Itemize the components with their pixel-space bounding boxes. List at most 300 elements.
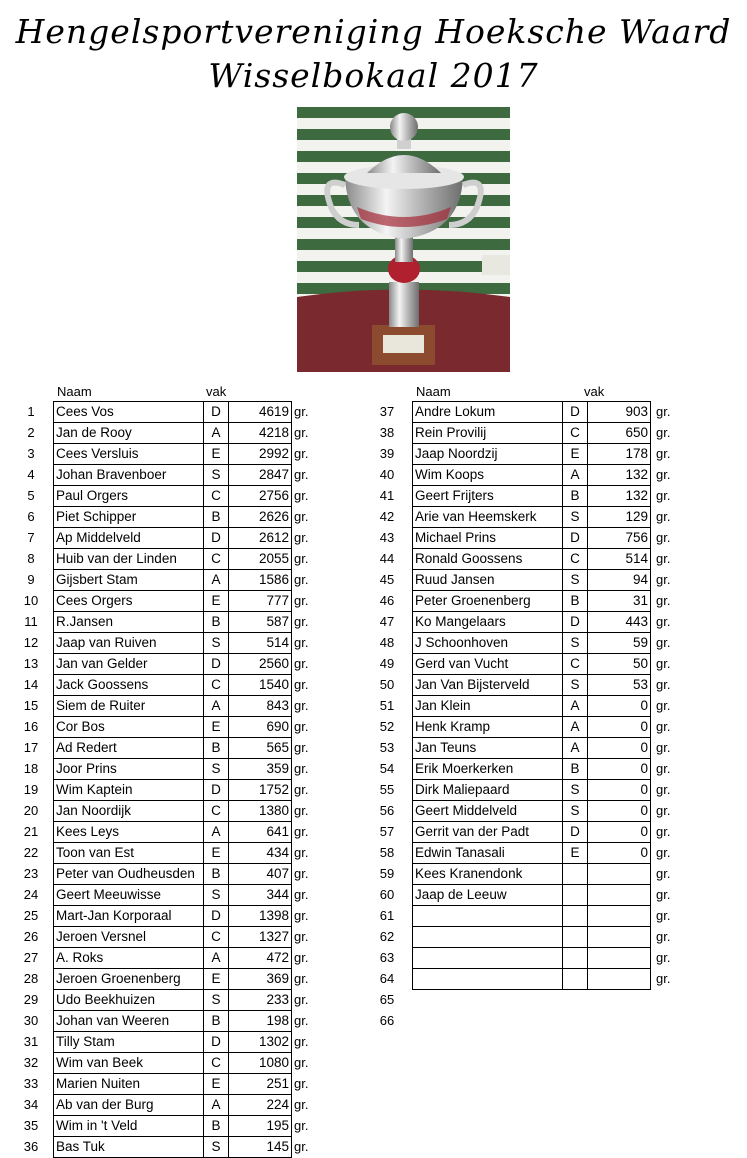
weight-cell: 641 — [229, 822, 292, 843]
unit-label: gr. — [294, 1118, 309, 1133]
vak-cell: A — [204, 570, 229, 591]
participant-name: Wim Koops — [413, 465, 563, 486]
weight-cell: 434 — [229, 843, 292, 864]
row-number: 13 — [23, 656, 39, 671]
vak-cell: B — [204, 1011, 229, 1032]
unit-label: gr. — [656, 572, 671, 587]
unit-label: gr. — [656, 656, 671, 671]
unit-label: gr. — [656, 509, 671, 524]
unit-label: gr. — [294, 551, 309, 566]
row-number: 26 — [23, 929, 39, 944]
unit-label: gr. — [656, 761, 671, 776]
weight-cell: 756 — [588, 528, 651, 549]
row-number: 17 — [23, 740, 39, 755]
participant-name: Joor Prins — [54, 759, 204, 780]
row-number: 33 — [23, 1076, 39, 1091]
unit-label: gr. — [294, 530, 309, 545]
table-row — [413, 906, 651, 927]
results-table — [412, 401, 651, 990]
table-row — [413, 696, 651, 717]
table-row — [54, 1011, 292, 1032]
trophy-photo — [297, 107, 510, 372]
row-number: 57 — [379, 824, 395, 839]
vak-cell: A — [204, 696, 229, 717]
participant-name: Huib van der Linden — [54, 549, 204, 570]
row-number: 34 — [23, 1097, 39, 1112]
participant-name: Cees Vos — [54, 402, 204, 423]
row-number: 11 — [24, 614, 38, 629]
table-row — [413, 402, 651, 423]
unit-label: gr. — [294, 719, 309, 734]
vak-cell: A — [204, 423, 229, 444]
table-row — [54, 591, 292, 612]
row-number: 37 — [379, 404, 395, 419]
row-number: 61 — [379, 908, 395, 923]
participant-name: Ronald Goossens — [413, 549, 563, 570]
vak-cell: S — [204, 1137, 229, 1158]
vak-cell: A — [204, 1095, 229, 1116]
row-number: 32 — [23, 1055, 39, 1070]
row-number: 15 — [23, 698, 39, 713]
unit-label: gr. — [294, 1097, 309, 1112]
participant-name: Cor Bos — [54, 717, 204, 738]
table-row — [54, 801, 292, 822]
participant-name: Jack Goossens — [54, 675, 204, 696]
vak-cell: A — [563, 696, 588, 717]
unit-label: gr. — [294, 698, 309, 713]
table-row — [413, 444, 651, 465]
vak-cell: A — [563, 738, 588, 759]
weight-cell: 233 — [229, 990, 292, 1011]
participant-name: Jan Van Bijsterveld — [413, 675, 563, 696]
row-number: 36 — [23, 1139, 39, 1154]
weight-cell: 369 — [229, 969, 292, 990]
row-number: 3 — [27, 446, 35, 461]
vak-cell: C — [563, 423, 588, 444]
table-row — [54, 738, 292, 759]
vak-cell: D — [204, 528, 229, 549]
participant-name — [413, 969, 563, 990]
participant-name: Piet Schipper — [54, 507, 204, 528]
table-row — [413, 885, 651, 906]
vak-cell: E — [563, 444, 588, 465]
row-number: 63 — [379, 950, 395, 965]
table-row — [54, 444, 292, 465]
table-row — [413, 675, 651, 696]
participant-name: A. Roks — [54, 948, 204, 969]
weight-cell: 50 — [588, 654, 651, 675]
row-number: 19 — [23, 782, 39, 797]
table-row — [54, 675, 292, 696]
table-row — [413, 738, 651, 759]
vak-cell — [563, 969, 588, 990]
participant-name: R.Jansen — [54, 612, 204, 633]
row-number: 58 — [379, 845, 395, 860]
table-row — [54, 927, 292, 948]
row-number: 14 — [23, 677, 39, 692]
row-number: 25 — [23, 908, 39, 923]
unit-label: gr. — [294, 782, 309, 797]
participant-name: J Schoonhoven — [413, 633, 563, 654]
weight-cell: 53 — [588, 675, 651, 696]
unit-label: gr. — [294, 740, 309, 755]
weight-cell: 1080 — [229, 1053, 292, 1074]
vak-cell: C — [204, 675, 229, 696]
unit-label: gr. — [294, 509, 309, 524]
weight-cell: 0 — [588, 801, 651, 822]
participant-name: Ad Redert — [54, 738, 204, 759]
weight-cell: 443 — [588, 612, 651, 633]
row-number: 52 — [379, 719, 395, 734]
row-number: 35 — [23, 1118, 39, 1133]
table-row — [413, 570, 651, 591]
table-row — [54, 1095, 292, 1116]
participant-name: Jaap van Ruiven — [54, 633, 204, 654]
row-number: 46 — [379, 593, 395, 608]
unit-label: gr. — [656, 950, 671, 965]
unit-label: gr. — [294, 803, 309, 818]
table-row — [54, 549, 292, 570]
weight-cell: 94 — [588, 570, 651, 591]
weight-cell — [588, 864, 651, 885]
participant-name: Arie van Heemskerk — [413, 507, 563, 528]
table-row — [54, 696, 292, 717]
table-row — [413, 969, 651, 990]
row-number: 6 — [27, 509, 35, 524]
table-row — [54, 759, 292, 780]
weight-cell: 1302 — [229, 1032, 292, 1053]
table-row — [54, 465, 292, 486]
participant-name: Udo Beekhuizen — [54, 990, 204, 1011]
row-number: 43 — [379, 530, 395, 545]
weight-cell — [588, 927, 651, 948]
vak-cell: S — [563, 780, 588, 801]
row-number: 30 — [23, 1013, 39, 1028]
row-number: 21 — [23, 824, 39, 839]
unit-label: gr. — [294, 1076, 309, 1091]
row-number: 49 — [379, 656, 395, 671]
table-row — [54, 780, 292, 801]
unit-label: gr. — [294, 992, 309, 1007]
weight-cell: 2756 — [229, 486, 292, 507]
weight-cell: 0 — [588, 822, 651, 843]
row-number: 27 — [23, 950, 39, 965]
table-row — [54, 486, 292, 507]
weight-cell: 690 — [229, 717, 292, 738]
row-number: 62 — [379, 929, 395, 944]
table-row — [54, 1053, 292, 1074]
vak-cell: S — [563, 801, 588, 822]
table-row — [54, 507, 292, 528]
weight-cell: 2626 — [229, 507, 292, 528]
participant-name: Geert Frijters — [413, 486, 563, 507]
table-row — [413, 486, 651, 507]
vak-cell: S — [204, 465, 229, 486]
vak-cell: B — [204, 507, 229, 528]
weight-cell: 903 — [588, 402, 651, 423]
weight-cell: 1380 — [229, 801, 292, 822]
weight-cell: 0 — [588, 780, 651, 801]
unit-label: gr. — [294, 656, 309, 671]
row-number: 54 — [379, 761, 395, 776]
row-number: 60 — [379, 887, 395, 902]
weight-cell: 777 — [229, 591, 292, 612]
vak-cell — [563, 927, 588, 948]
table-row — [54, 1074, 292, 1095]
unit-label: gr. — [294, 593, 309, 608]
unit-label: gr. — [656, 866, 671, 881]
table-row — [54, 885, 292, 906]
participant-name: Michael Prins — [413, 528, 563, 549]
table-row — [54, 906, 292, 927]
row-number: 23 — [23, 866, 39, 881]
weight-cell — [588, 885, 651, 906]
weight-cell: 843 — [229, 696, 292, 717]
row-number: 45 — [379, 572, 395, 587]
table-row — [54, 717, 292, 738]
participant-name: Ko Mangelaars — [413, 612, 563, 633]
participant-name — [413, 927, 563, 948]
weight-cell: 1586 — [229, 570, 292, 591]
table-row — [54, 822, 292, 843]
unit-label: gr. — [294, 761, 309, 776]
table-row — [413, 465, 651, 486]
vak-cell: S — [204, 990, 229, 1011]
weight-cell: 0 — [588, 696, 651, 717]
weight-cell: 2055 — [229, 549, 292, 570]
weight-cell: 2612 — [229, 528, 292, 549]
table-row — [413, 549, 651, 570]
vak-cell: E — [204, 969, 229, 990]
participant-name — [413, 948, 563, 969]
row-number: 24 — [23, 887, 39, 902]
vak-cell: D — [204, 906, 229, 927]
row-number: 59 — [379, 866, 395, 881]
table-row — [413, 843, 651, 864]
weight-cell: 472 — [229, 948, 292, 969]
table-row — [413, 927, 651, 948]
table-row — [54, 1116, 292, 1137]
vak-cell: D — [204, 654, 229, 675]
weight-cell: 1398 — [229, 906, 292, 927]
participant-name: Paul Orgers — [54, 486, 204, 507]
participant-name: Peter van Oudheusden — [54, 864, 204, 885]
vak-cell: B — [204, 1116, 229, 1137]
vak-cell: C — [563, 654, 588, 675]
vak-cell: C — [204, 486, 229, 507]
unit-label: gr. — [294, 908, 309, 923]
unit-label: gr. — [294, 467, 309, 482]
table-row — [54, 843, 292, 864]
participant-name: Siem de Ruiter — [54, 696, 204, 717]
row-number: 7 — [27, 530, 35, 545]
participant-name: Jeroen Versnel — [54, 927, 204, 948]
row-number: 56 — [379, 803, 395, 818]
row-number: 22 — [23, 845, 39, 860]
participant-name: Mart-Jan Korporaal — [54, 906, 204, 927]
unit-label: gr. — [294, 1034, 309, 1049]
table-row — [413, 423, 651, 444]
unit-label: gr. — [294, 572, 309, 587]
participant-name: Johan Bravenboer — [54, 465, 204, 486]
table-row — [54, 402, 292, 423]
unit-label: gr. — [294, 950, 309, 965]
participant-name: Henk Kramp — [413, 717, 563, 738]
participant-name: Jan van Gelder — [54, 654, 204, 675]
row-number: 48 — [379, 635, 395, 650]
row-number: 39 — [379, 446, 395, 461]
vak-cell: E — [204, 843, 229, 864]
participant-name: Andre Lokum — [413, 402, 563, 423]
col-header-vak-right: vak — [584, 384, 605, 399]
participant-name: Jaap Noordzij — [413, 444, 563, 465]
row-number: 40 — [379, 467, 395, 482]
participant-name: Jan Klein — [413, 696, 563, 717]
row-number: 53 — [379, 740, 395, 755]
row-number: 2 — [27, 425, 35, 440]
weight-cell: 2560 — [229, 654, 292, 675]
row-number: 8 — [27, 551, 35, 566]
unit-label: gr. — [294, 635, 309, 650]
participant-name: Jan Teuns — [413, 738, 563, 759]
unit-label: gr. — [294, 866, 309, 881]
weight-cell: 4619 — [229, 402, 292, 423]
weight-cell: 1540 — [229, 675, 292, 696]
row-number: 66 — [379, 1013, 395, 1028]
weight-cell: 178 — [588, 444, 651, 465]
participant-name: Kees Leys — [54, 822, 204, 843]
weight-cell: 514 — [229, 633, 292, 654]
vak-cell: D — [563, 822, 588, 843]
unit-label: gr. — [294, 1055, 309, 1070]
participant-name: Peter Groenenberg — [413, 591, 563, 612]
participant-name: Bas Tuk — [54, 1137, 204, 1158]
weight-cell: 514 — [588, 549, 651, 570]
unit-label: gr. — [656, 593, 671, 608]
unit-label: gr. — [294, 845, 309, 860]
row-number: 4 — [27, 467, 35, 482]
unit-label: gr. — [656, 908, 671, 923]
row-number: 18 — [23, 761, 39, 776]
vak-cell: D — [563, 528, 588, 549]
participant-name: Gerrit van der Padt — [413, 822, 563, 843]
row-number: 47 — [379, 614, 395, 629]
row-number: 31 — [23, 1034, 39, 1049]
table-row — [413, 759, 651, 780]
table-row — [413, 612, 651, 633]
row-number: 1 — [27, 404, 35, 419]
weight-cell: 251 — [229, 1074, 292, 1095]
vak-cell: B — [563, 486, 588, 507]
unit-label: gr. — [656, 845, 671, 860]
unit-label: gr. — [656, 614, 671, 629]
vak-cell: S — [204, 759, 229, 780]
weight-cell: 132 — [588, 486, 651, 507]
vak-cell: C — [204, 927, 229, 948]
unit-label: gr. — [294, 488, 309, 503]
vak-cell — [563, 906, 588, 927]
participant-name: Jan Noordijk — [54, 801, 204, 822]
unit-label: gr. — [656, 467, 671, 482]
participant-name: Jeroen Groenenberg — [54, 969, 204, 990]
vak-cell: A — [563, 717, 588, 738]
participant-name: Wim Kaptein — [54, 780, 204, 801]
row-number: 65 — [379, 992, 395, 1007]
vak-cell: S — [204, 885, 229, 906]
unit-label: gr. — [656, 677, 671, 692]
vak-cell: C — [563, 549, 588, 570]
row-number: 64 — [379, 971, 395, 986]
unit-label: gr. — [656, 425, 671, 440]
participant-name: Ab van der Burg — [54, 1095, 204, 1116]
weight-cell: 0 — [588, 738, 651, 759]
vak-cell: B — [204, 864, 229, 885]
row-number: 28 — [23, 971, 39, 986]
vak-cell: D — [204, 402, 229, 423]
unit-label: gr. — [656, 803, 671, 818]
participant-name: Dirk Maliepaard — [413, 780, 563, 801]
table-row — [413, 948, 651, 969]
unit-label: gr. — [656, 551, 671, 566]
vak-cell: S — [563, 675, 588, 696]
vak-cell: C — [204, 549, 229, 570]
table-row — [413, 717, 651, 738]
participant-name: Kees Kranendonk — [413, 864, 563, 885]
weight-cell: 344 — [229, 885, 292, 906]
unit-label: gr. — [656, 446, 671, 461]
vak-cell: E — [563, 843, 588, 864]
unit-label: gr. — [656, 719, 671, 734]
table-row — [413, 507, 651, 528]
participant-name: Ap Middelveld — [54, 528, 204, 549]
weight-cell: 132 — [588, 465, 651, 486]
vak-cell: D — [563, 612, 588, 633]
weight-cell: 0 — [588, 717, 651, 738]
vak-cell: E — [204, 717, 229, 738]
table-row — [54, 1032, 292, 1053]
weight-cell — [588, 969, 651, 990]
col-header-naam: Naam — [57, 384, 92, 399]
table-row — [54, 969, 292, 990]
row-number: 29 — [23, 992, 39, 1007]
vak-cell: S — [563, 633, 588, 654]
vak-cell: A — [204, 822, 229, 843]
unit-label: gr. — [656, 887, 671, 902]
vak-cell: E — [204, 444, 229, 465]
weight-cell: 195 — [229, 1116, 292, 1137]
weight-cell: 129 — [588, 507, 651, 528]
weight-cell: 565 — [229, 738, 292, 759]
participant-name: Wim van Beek — [54, 1053, 204, 1074]
weight-cell: 145 — [229, 1137, 292, 1158]
table-row — [413, 654, 651, 675]
table-row — [413, 528, 651, 549]
unit-label: gr. — [656, 635, 671, 650]
table-row — [413, 633, 651, 654]
vak-cell: E — [204, 1074, 229, 1095]
row-number: 55 — [379, 782, 395, 797]
row-number: 16 — [23, 719, 39, 734]
table-row — [54, 612, 292, 633]
row-number: 44 — [379, 551, 395, 566]
row-number: 9 — [27, 572, 35, 587]
participant-name: Marien Nuiten — [54, 1074, 204, 1095]
unit-label: gr. — [656, 971, 671, 986]
weight-cell: 2847 — [229, 465, 292, 486]
unit-label: gr. — [656, 740, 671, 755]
table-row — [54, 864, 292, 885]
unit-label: gr. — [294, 404, 309, 419]
